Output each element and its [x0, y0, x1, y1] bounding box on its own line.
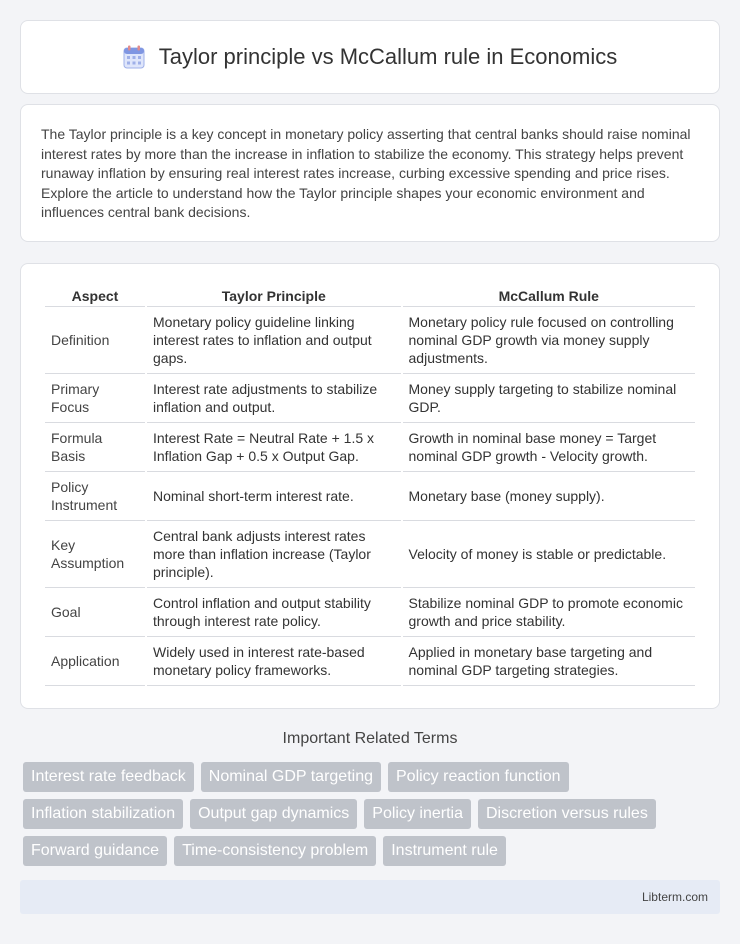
cell-taylor: Monetary policy guideline linking interest rates to inflation and output gaps. — [147, 307, 401, 374]
related-term-chip[interactable]: Inflation stabilization — [23, 799, 183, 829]
cell-mccallum: Velocity of money is stable or predictable. — [403, 521, 695, 588]
table-row — [45, 472, 695, 521]
cell-taylor: Interest Rate = Neutral Rate + 1.5 x Inflation Gap + 0.5 x Output Gap. — [147, 423, 401, 472]
title-card — [20, 20, 720, 94]
comparison-table — [43, 284, 697, 686]
footer-site[interactable]: Libterm.com — [641, 890, 708, 904]
header-mccallum: McCallum Rule — [403, 284, 695, 307]
cell-taylor: Central bank adjusts interest rates more than inflation increase (Taylor principle). — [147, 521, 401, 588]
cell-aspect: Policy Instrument — [45, 472, 145, 521]
cell-aspect: Key Assumption — [45, 521, 145, 588]
related-term-chip[interactable]: Policy inertia — [364, 799, 471, 829]
cell-mccallum: Stabilize nominal GDP to promote economic growth and price stability. — [403, 588, 695, 637]
cell-mccallum: Growth in nominal base money = Target nominal GDP growth - Velocity growth. — [403, 423, 695, 472]
table-row — [45, 423, 695, 472]
intro-card — [20, 104, 720, 242]
table-row — [45, 521, 695, 588]
related-term-chip[interactable]: Output gap dynamics — [190, 799, 357, 829]
table-header-row — [45, 284, 695, 307]
cell-aspect: Formula Basis — [45, 423, 145, 472]
related-term-chip[interactable]: Instrument rule — [383, 836, 506, 866]
cell-aspect: Application — [45, 637, 145, 686]
cell-taylor: Widely used in interest rate-based monetary policy frameworks. — [147, 637, 401, 686]
related-terms-list — [23, 762, 723, 866]
cell-mccallum: Money supply targeting to stabilize nominal GDP. — [403, 374, 695, 423]
table-row — [45, 374, 695, 423]
footer — [20, 880, 720, 914]
cell-taylor: Nominal short-term interest rate. — [147, 472, 401, 521]
related-term-chip[interactable]: Policy reaction function — [388, 762, 569, 792]
table-row — [45, 307, 695, 374]
related-term-chip[interactable]: Time-consistency problem — [174, 836, 376, 866]
table-row — [45, 588, 695, 637]
cell-aspect: Goal — [45, 588, 145, 637]
cell-aspect: Primary Focus — [45, 374, 145, 423]
cell-mccallum: Applied in monetary base targeting and nominal GDP targeting strategies. — [403, 637, 695, 686]
related-term-chip[interactable]: Nominal GDP targeting — [201, 762, 381, 792]
related-term-chip[interactable]: Discretion versus rules — [478, 799, 656, 829]
cell-mccallum: Monetary base (money supply). — [403, 472, 695, 521]
calendar-icon — [123, 45, 145, 69]
cell-mccallum: Monetary policy rule focused on controlling nominal GDP growth via money supply adjustments. — [403, 307, 695, 374]
cell-taylor: Interest rate adjustments to stabilize inflation and output. — [147, 374, 401, 423]
page-title: Taylor principle vs McCallum rule in Economics — [158, 44, 618, 69]
comparison-card — [20, 263, 720, 709]
intro-text: The Taylor principle is a key concept in monetary policy asserting that central banks should raise nominal interest rates by more than the increase in inflation to stabilize the economy. This strategy helps prevent runaway inflation by ensuring real interest rates increase, curbing excessive spending and price rises. Explore the article to understand how the Taylor principle shapes your economic environment and influences central bank decisions. — [41, 126, 691, 220]
cell-aspect: Definition — [45, 307, 145, 374]
cell-taylor: Control inflation and output stability through interest rate policy. — [147, 588, 401, 637]
related-terms-title: Important Related Terms — [282, 730, 458, 747]
header-taylor: Taylor Principle — [147, 284, 401, 307]
header-aspect: Aspect — [45, 284, 145, 307]
related-term-chip[interactable]: Forward guidance — [23, 836, 167, 866]
table-row — [45, 637, 695, 686]
related-term-chip[interactable]: Interest rate feedback — [23, 762, 194, 792]
